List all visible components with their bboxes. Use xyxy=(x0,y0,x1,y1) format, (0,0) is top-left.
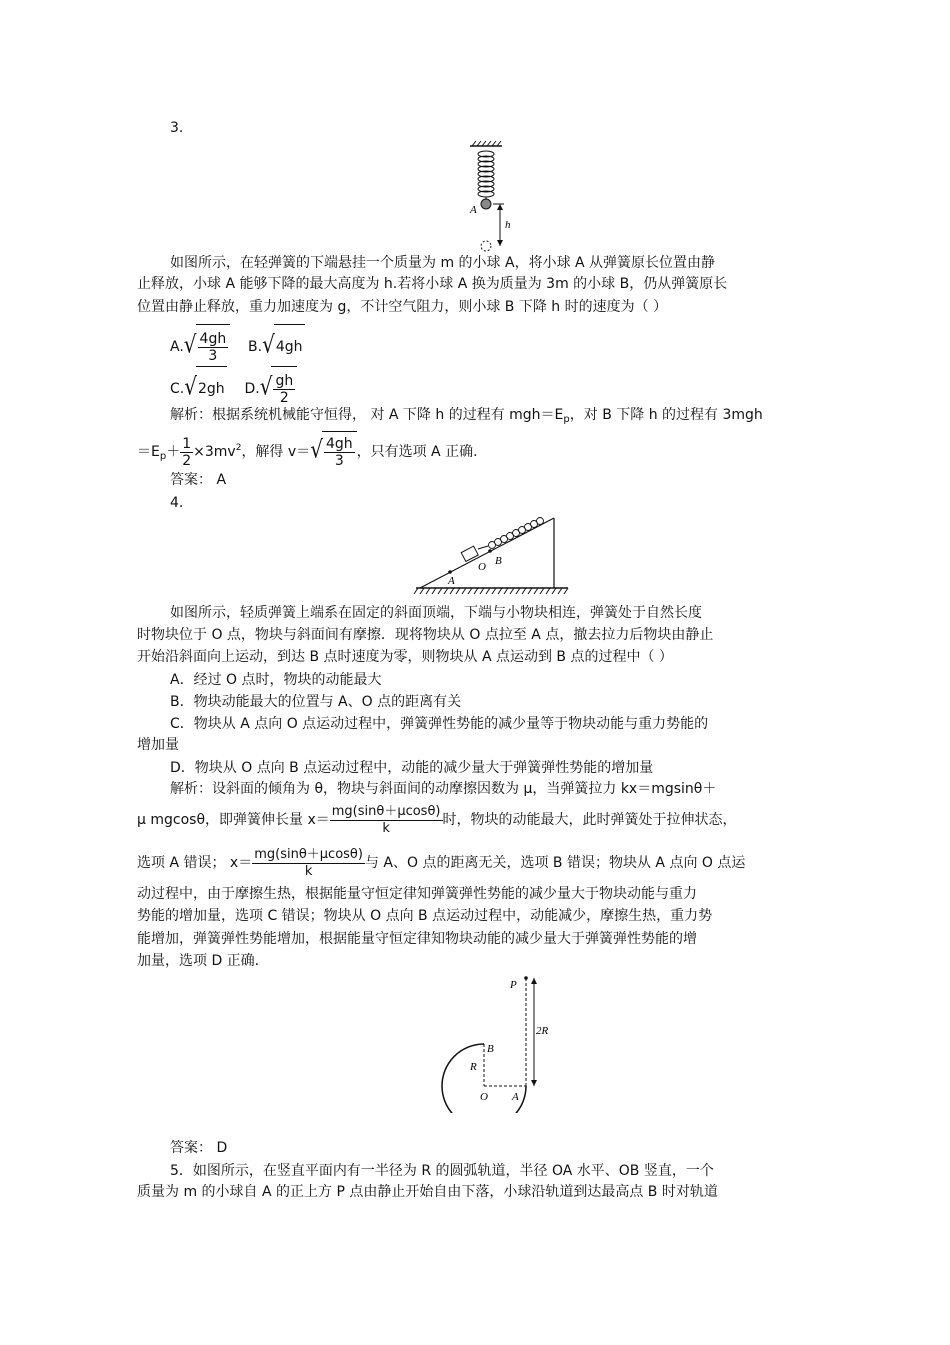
q3-stem-2: 止释放，小球 A 能够下降的最大高度为 h.若将小球 A 换为质量为 3m 的小球 B，仍从弹簧原长 xyxy=(137,276,728,292)
label-h: h xyxy=(505,219,511,231)
frac-num: 4gh xyxy=(325,435,353,452)
label-A: A xyxy=(470,204,477,216)
q5-stem-1: 5．如图所示，在竖直平面内有一半径为 R 的圆弧轨道，半径 OA 水平、OB 竖直，一个 xyxy=(170,1163,714,1179)
option-b-label: B. xyxy=(248,339,263,355)
label-B: B xyxy=(495,555,502,567)
q4-number: 4. xyxy=(170,495,184,511)
q4-option-b: B．物块动能最大的位置与 A、O 点的距离有关 xyxy=(170,694,462,710)
q4-solution-3 xyxy=(137,843,745,883)
frac-num: mg(sinθ＋μcosθ) xyxy=(254,846,363,862)
q4-option-a: A．经过 O 点时，物块的动能最大 xyxy=(170,672,382,688)
sqrt-icon: √ xyxy=(259,371,273,401)
sol-text: ，解得 v＝ xyxy=(241,444,311,460)
sol-sub: p xyxy=(159,451,167,462)
q4-solution-6: 能增加，弹簧弹性势能增加，根据能量守恒定律知物块动能的减少量大于弹簧弹性势能的增 xyxy=(137,931,697,947)
sol-text: 时，物块的动能最大，此时弹簧处于拉伸状态， xyxy=(442,812,737,828)
sol-text: ＝E xyxy=(137,444,160,460)
sol-text: 选项 A 错误； x＝ xyxy=(137,855,253,871)
q4-option-d: D．物块从 O 点向 B 点运动过程中，动能的减少量大于弹簧弹性势能的增加量 xyxy=(170,760,654,776)
option-a-num: 4gh xyxy=(199,330,227,347)
q4-solution-7: 加量，选项 D 正确. xyxy=(137,953,260,969)
label-O: O xyxy=(478,561,486,573)
sol-sup: 2 xyxy=(235,443,242,453)
sol-text: ，对 B 下降 h 的过程有 3mgh xyxy=(569,407,763,423)
q3-answer: 答案： A xyxy=(170,472,227,488)
q4-stem-3: 开始沿斜面向上运动，到达 B 点时速度为零，则物块从 A 点运动到 B 点的过程中（ ） xyxy=(137,649,673,665)
frac-den: k xyxy=(382,820,390,836)
frac-den: 2 xyxy=(182,452,192,469)
label-R: R xyxy=(470,1061,477,1073)
label-2R: 2R xyxy=(536,1025,549,1037)
option-d-den: 2 xyxy=(279,389,289,406)
option-d-label: D. xyxy=(244,381,260,397)
label-B: B xyxy=(487,1043,494,1055)
sqrt-icon: √ xyxy=(183,329,197,359)
frac-den: k xyxy=(304,863,313,879)
label-P: P xyxy=(510,979,517,991)
q4-option-c-1: C．物块从 A 点向 O 点运动过程中，弹簧弹性势能的减少量等于物块动能与重力势能的 xyxy=(170,716,709,732)
label-A: A xyxy=(512,1091,519,1103)
q3-solution-1 xyxy=(170,405,763,430)
sqrt-icon: √ xyxy=(310,434,323,464)
option-d-num: gh xyxy=(275,372,294,389)
sol-sub: p xyxy=(563,414,570,425)
sol-text: ，只有选项 A 正确. xyxy=(356,444,478,460)
sqrt-icon: √ xyxy=(184,371,197,401)
q3-number: 3. xyxy=(170,120,184,136)
q3-stem-1: 如图所示，在轻弹簧的下端悬挂一个质量为 m 的小球 A，将小球 A 从弹簧原长位置由静 xyxy=(170,255,716,271)
sol-text: 与 A、O 点的距离无关，选项 B 错误；物块从 A 点向 O 点运 xyxy=(364,855,746,871)
frac-num: mg(sinθ＋μcosθ) xyxy=(331,803,441,819)
option-c-rad: 2gh xyxy=(196,366,227,411)
q4-option-c-2: 增加量 xyxy=(137,737,179,753)
sol-text: ×3mv xyxy=(193,444,236,460)
q4-solution-5: 势能的增加量，选项 C 错误；物块从 O 点向 B 点运动过程中，动能减少，摩擦生热，重力势 xyxy=(137,908,713,924)
option-a-label: A. xyxy=(170,339,184,355)
q4-solution-1: 解析：设斜面的倾角为 θ，物块与斜面间的动摩擦因数为 μ，当弹簧拉力 kx＝mgsinθ＋ xyxy=(170,781,717,797)
sqrt-icon: √ xyxy=(262,329,275,359)
frac-den: 3 xyxy=(334,452,344,469)
option-c-label: C. xyxy=(170,381,185,397)
incline-diagram xyxy=(412,512,572,597)
q4-stem-1: 如图所示，轻质弹簧上端系在固定的斜面顶端，下端与小物块相连，弹簧处于自然长度 xyxy=(170,605,702,621)
q4-answer: 答案： D xyxy=(170,1140,228,1156)
q5-stem-2: 质量为 m 的小球自 A 的正上方 P 点由静止开始自由下落，小球沿轨道到达最高点 B 时对轨道 xyxy=(137,1184,718,1200)
circular-track-diagram xyxy=(430,968,560,1113)
q4-solution-2 xyxy=(137,800,737,840)
label-A: A xyxy=(448,575,455,587)
frac-num: 1 xyxy=(182,435,192,452)
option-a-den: 3 xyxy=(208,347,218,364)
sol-text: 解析：根据系统机械能守恒得， 对 A 下降 h 的过程有 mgh＝E xyxy=(170,407,564,423)
q3-stem-3: 位置由静止释放，重力加速度为 g，不计空气阻力，则小球 B 下降 h 时的速度为（ ） xyxy=(137,299,668,315)
spring-diagram xyxy=(460,140,530,255)
q3-options-cd xyxy=(170,364,297,411)
option-b-rad: 4gh xyxy=(274,324,305,369)
q4-solution-4: 动过程中，由于摩擦生热，根据能量守恒定律知弹簧弹性势能的减少量大于物块动能与重力 xyxy=(137,886,697,902)
q4-stem-2: 时物块位于 O 点，物块与斜面间有摩擦．现将物块从 O 点拉至 A 点，撤去拉力后物块由静止 xyxy=(137,627,714,643)
sol-text: ＋ xyxy=(166,444,181,460)
sol-text: μ mgcosθ，即弹簧伸长量 x＝ xyxy=(137,812,330,828)
label-O: O xyxy=(480,1091,488,1103)
